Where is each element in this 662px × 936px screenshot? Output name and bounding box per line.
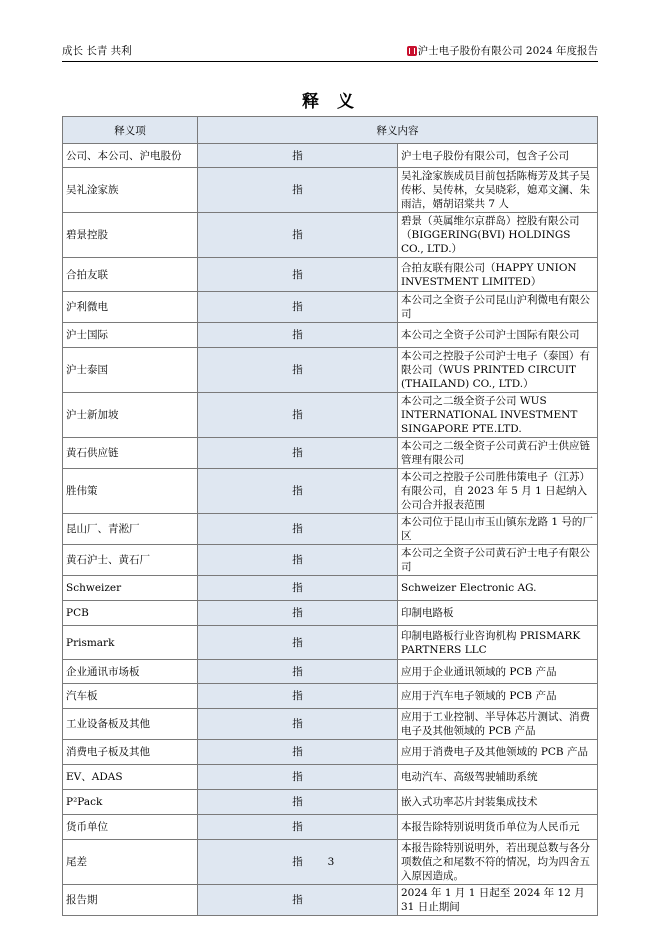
header-company [407,43,598,58]
term-cell: Prismark [63,626,198,660]
table-row [63,815,598,840]
definition-cell: 本公司之全资子公司沪士国际有限公司 [398,323,598,348]
marker-cell: 指 [198,626,398,660]
definition-cell: 本公司位于昆山市玉山镇东龙路 1 号的厂区 [398,514,598,545]
marker-cell: 指 [198,393,398,438]
definition-cell: 嵌入式功率芯片封装集成技术 [398,790,598,815]
table-row [63,258,598,292]
table-row [63,660,598,684]
marker-cell: 指 [198,438,398,469]
marker-cell: 指 [198,348,398,393]
term-cell: 吴礼淦家族 [63,168,198,213]
table-row [63,601,598,626]
marker-cell: 指 [198,709,398,740]
term-cell: 公司、本公司、沪电股份 [63,144,198,168]
table-row [63,393,598,438]
term-cell: 胜伟策 [63,469,198,514]
definition-cell: 应用于消费电子及其他领域的 PCB 产品 [398,740,598,765]
table-row [63,438,598,469]
marker-cell: 指 [198,576,398,601]
definition-cell: 本公司之全资子公司昆山沪利微电有限公司 [398,292,598,323]
term-cell: 企业通讯市场板 [63,660,198,684]
table-header-row [63,117,598,144]
term-cell: 消费电子板及其他 [63,740,198,765]
definitions-table [62,116,598,916]
term-cell: 黄石沪士、黄石厂 [63,545,198,576]
term-cell: 沪士新加坡 [63,393,198,438]
definition-cell: 应用于工业控制、半导体芯片测试、消费电子及其他领域的 PCB 产品 [398,709,598,740]
header-divider [62,61,598,62]
marker-cell: 指 [198,469,398,514]
term-cell: 黄石供应链 [63,438,198,469]
marker-cell: 指 [198,790,398,815]
term-cell: 货币单位 [63,815,198,840]
table-row [63,323,598,348]
table-row [63,684,598,709]
term-cell: PCB [63,601,198,626]
marker-cell: 指 [198,885,398,916]
term-cell: 沪士泰国 [63,348,198,393]
marker-cell: 指 [198,323,398,348]
definition-cell: 吴礼淦家族成员目前包括陈梅芳及其子吴传彬、吴传林，女吴晓彩，媳邓文澜、朱雨洁，婿胡诏棠共 7 人 [398,168,598,213]
page-header [62,41,598,61]
marker-cell: 指 [198,740,398,765]
definition-cell: 合拍友联有限公司（HAPPY UNION INVESTMENT LIMITED） [398,258,598,292]
definition-column-header: 释义内容 [198,117,598,144]
definition-cell: 本报告除特别说明货币单位为人民币元 [398,815,598,840]
definition-cell: 本公司之二级全资子公司黄石沪士供应链管理有限公司 [398,438,598,469]
table-row [63,469,598,514]
table-row [63,885,598,916]
definition-cell: Schweizer Electronic AG. [398,576,598,601]
term-cell: 合拍友联 [63,258,198,292]
marker-cell: 指 [198,765,398,790]
term-cell: EV、ADAS [63,765,198,790]
marker-cell: 指 [198,840,398,885]
table-row [63,348,598,393]
definition-cell: 印制电路板 [398,601,598,626]
term-cell: 尾差 [63,840,198,885]
table-row [63,626,598,660]
definition-cell: 沪士电子股份有限公司，包含子公司 [398,144,598,168]
table-row [63,168,598,213]
marker-cell: 指 [198,144,398,168]
table-row [63,740,598,765]
table-row [63,790,598,815]
table-row [63,514,598,545]
definition-cell: 本公司之控股子公司胜伟策电子（江苏）有限公司，自 2023 年 5 月 1 日起纳入公司合并报表范围 [398,469,598,514]
table-row [63,765,598,790]
definition-cell: 2024 年 1 月 1 日起至 2024 年 12 月 31 日止期间 [398,885,598,916]
marker-cell: 指 [198,601,398,626]
table-row [63,213,598,258]
term-cell: 工业设备板及其他 [63,709,198,740]
table-row [63,709,598,740]
definition-cell: 碧景（英属维尔京群岛）控股有限公司（BIGGERING(BVI) HOLDINGS CO., LTD.） [398,213,598,258]
marker-cell: 指 [198,545,398,576]
marker-cell: 指 [198,684,398,709]
definition-cell: 本公司之全资子公司黄石沪士电子有限公司 [398,545,598,576]
term-cell: P²Pack [63,790,198,815]
page-title: 释 义 [302,92,360,112]
definition-cell: 本公司之控股子公司沪士电子（泰国）有限公司（WUS PRINTED CIRCUIT (THAILAND) CO., LTD.） [398,348,598,393]
header-report-title: 沪士电子股份有限公司 2024 年度报告 [417,45,598,57]
marker-cell: 指 [198,660,398,684]
table-row [63,576,598,601]
term-cell: 昆山厂、青淞厂 [63,514,198,545]
table-row [63,545,598,576]
header-slogan: 成长 长青 共利 [62,45,132,57]
term-column-header: 释义项 [63,117,198,144]
term-cell: 沪士国际 [63,323,198,348]
page-number: 3 [327,856,335,868]
table-row [63,292,598,323]
marker-cell: 指 [198,213,398,258]
definition-cell: 应用于企业通讯领域的 PCB 产品 [398,660,598,684]
definition-cell: 本报告除特别说明外，若出现总数与各分项数值之和尾数不符的情况，均为四舍五入原因造成。 [398,840,598,885]
definition-cell: 印制电路板行业咨询机构 PRISMARK PARTNERS LLC [398,626,598,660]
marker-cell: 指 [198,292,398,323]
definition-cell: 电动汽车、高级驾驶辅助系统 [398,765,598,790]
definition-cell: 应用于汽车电子领域的 PCB 产品 [398,684,598,709]
term-cell: 汽车板 [63,684,198,709]
term-cell: 碧景控股 [63,213,198,258]
company-logo-icon [407,46,417,56]
marker-cell: 指 [198,168,398,213]
term-cell: Schweizer [63,576,198,601]
definition-cell: 本公司之二级全资子公司 WUS INTERNATIONAL INVESTMENT SINGAPORE PTE.LTD. [398,393,598,438]
marker-cell: 指 [198,258,398,292]
marker-cell: 指 [198,815,398,840]
term-cell: 沪利微电 [63,292,198,323]
term-cell: 报告期 [63,885,198,916]
table-row [63,144,598,168]
marker-cell: 指 [198,514,398,545]
